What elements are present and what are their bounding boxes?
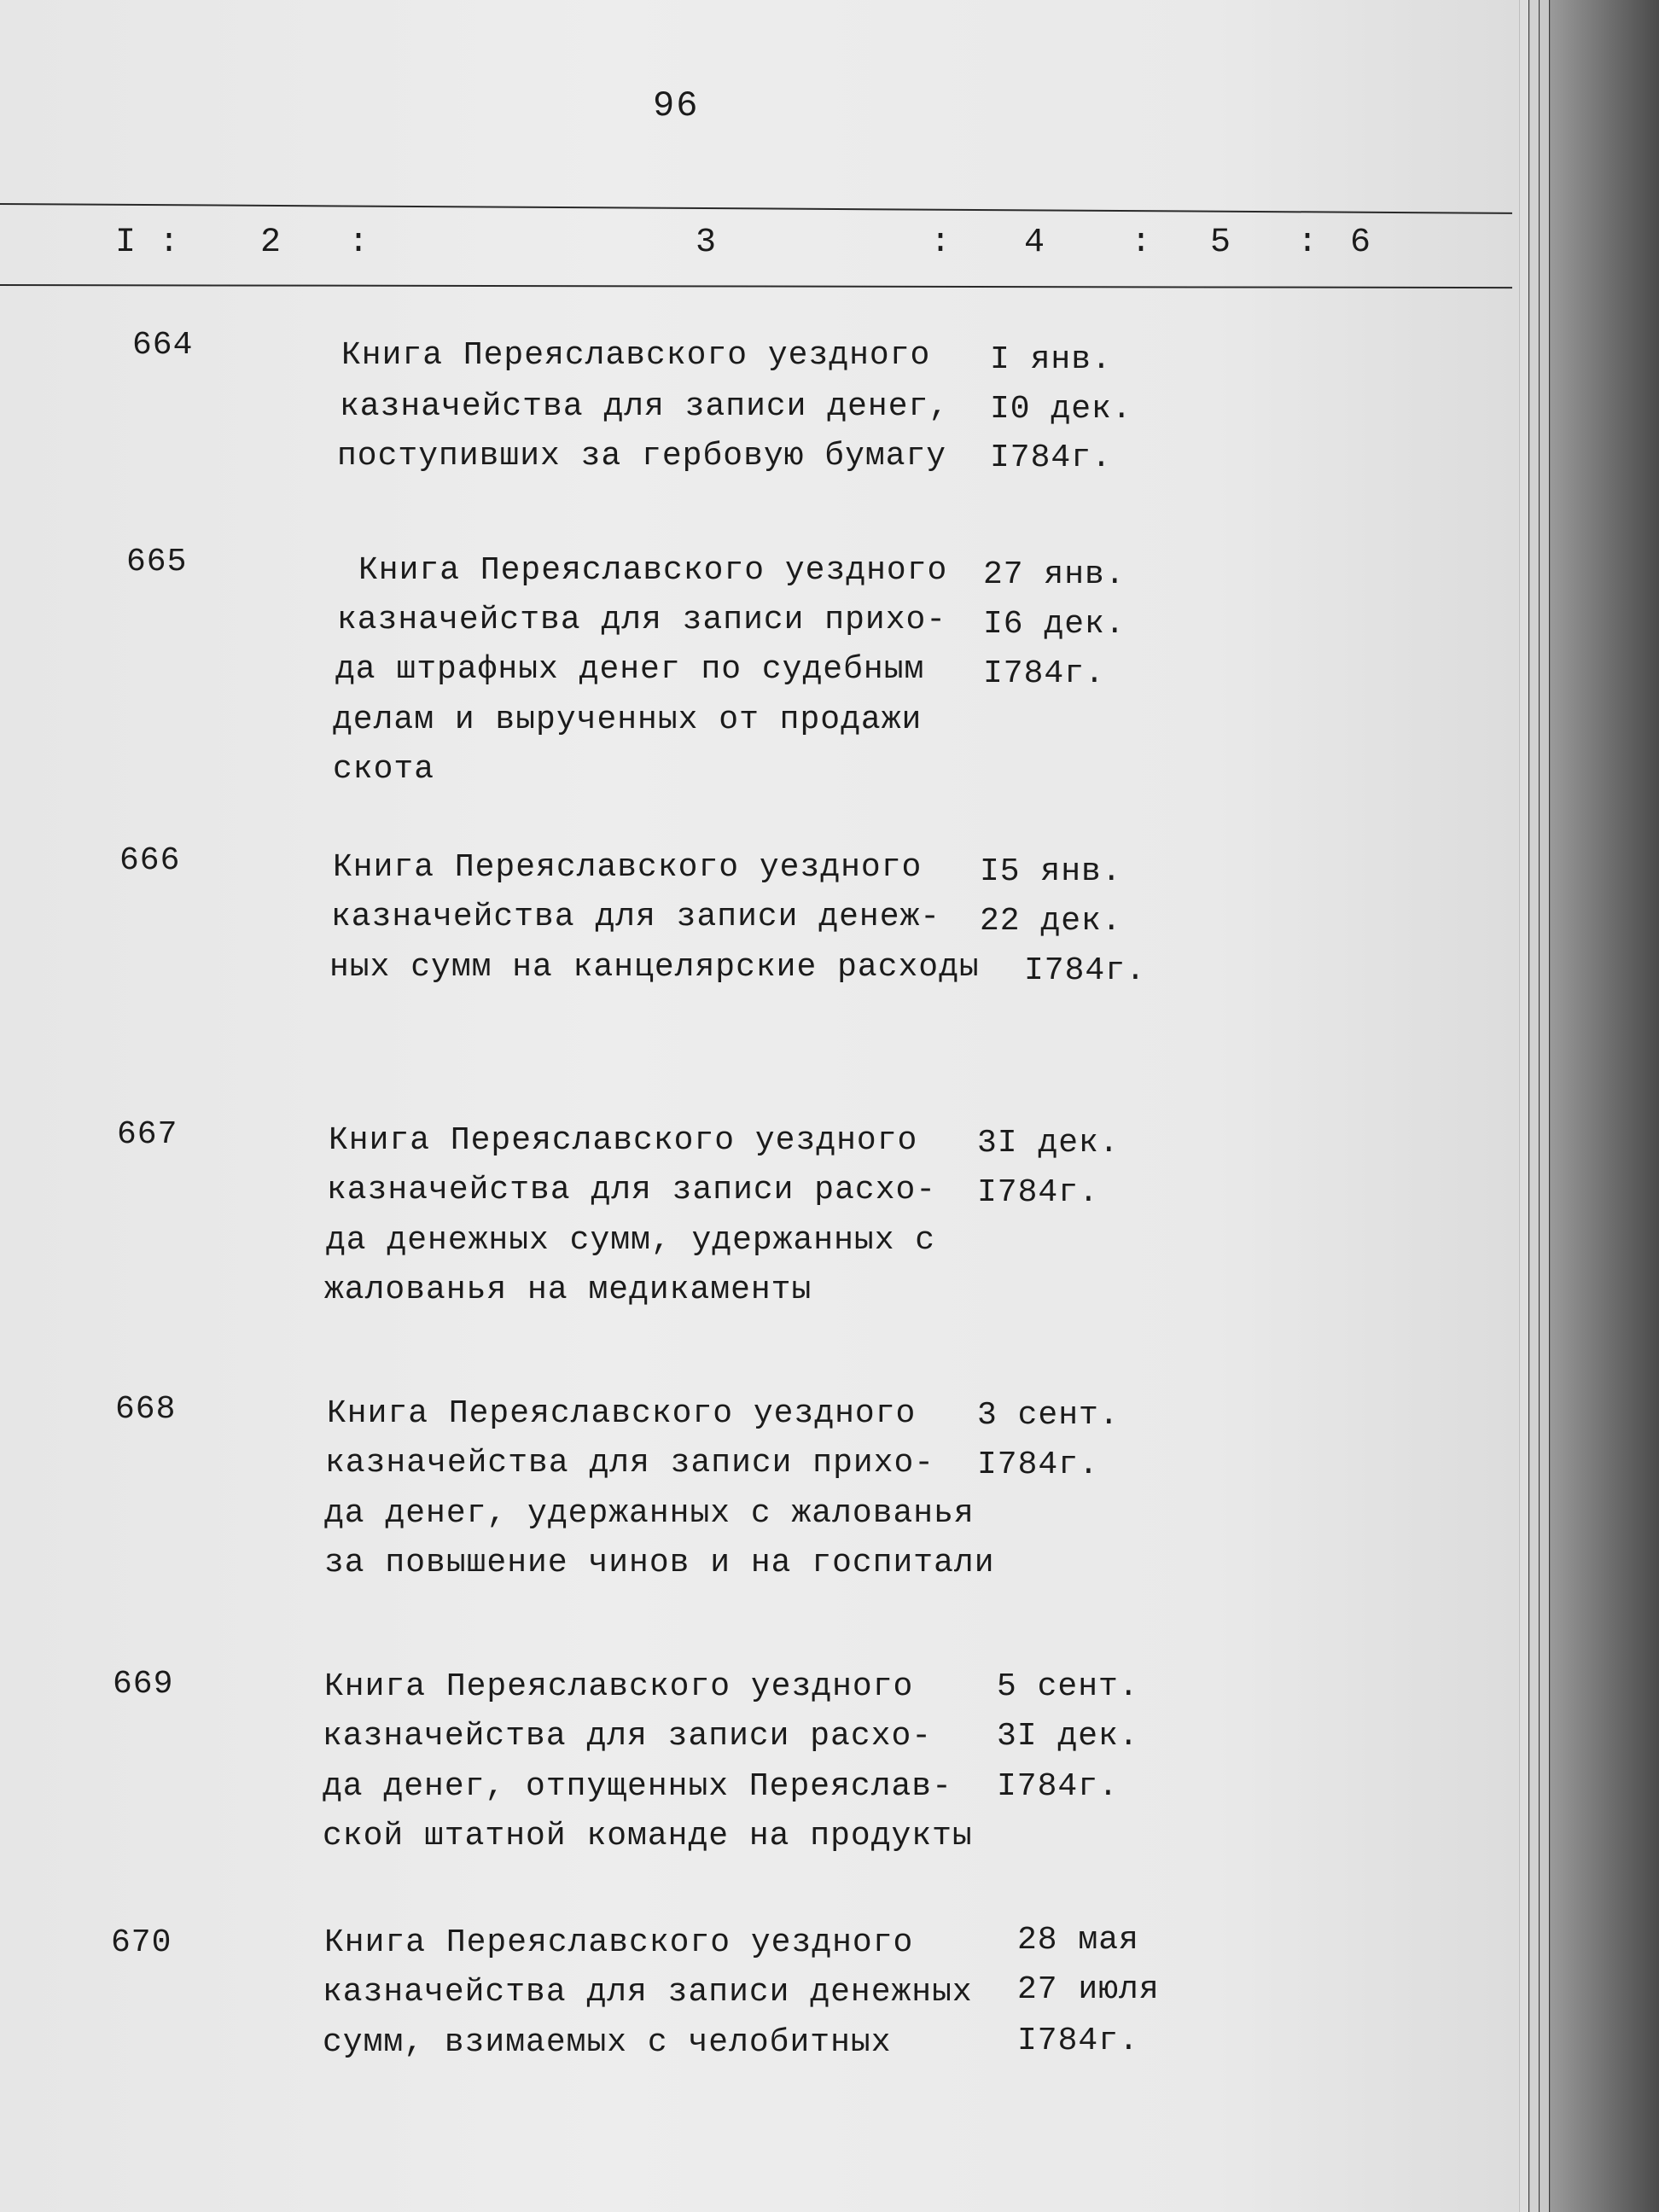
entry-date: I янв.	[990, 341, 1112, 378]
column-separator: :	[1131, 224, 1152, 262]
column-3-label: 3	[696, 224, 717, 262]
entry-number: 669	[113, 1666, 174, 1703]
entry-date: I5 янв.	[980, 853, 1122, 890]
column-separator: :	[159, 224, 180, 262]
entry-date: 28 мая	[1017, 1922, 1139, 1959]
entry-title-line: казначейства для записи расхо-	[323, 1718, 933, 1755]
entry-title-line: казначейства для записи прихо-	[337, 602, 947, 638]
entry-number: 666	[119, 842, 181, 879]
entry-title-line: да штрафных денег по судебным	[335, 651, 925, 688]
page-stack-edge	[1529, 0, 1539, 2212]
entry-date: 3 сент.	[977, 1397, 1120, 1434]
page-stack-edge	[1550, 0, 1659, 2212]
entry-title-line: казначейства для записи денеж-	[331, 899, 941, 935]
entry-title-line: Книга Переяславского уездного	[329, 1122, 918, 1159]
entry-number: 664	[132, 327, 194, 364]
column-5-label: 5	[1210, 224, 1231, 262]
entry-date: 22 дек.	[980, 903, 1122, 940]
entry-title-line: ных сумм на канцелярские расходы	[329, 949, 980, 986]
header-rule-bottom	[0, 284, 1512, 288]
column-4-label: 4	[1024, 224, 1045, 262]
entry-date: I784г.	[977, 1174, 1099, 1211]
entry-title-line: Книга Переяславского уездного	[324, 1668, 914, 1705]
column-1-label: I	[115, 224, 137, 262]
entry-title-line: казначейства для записи прихо-	[325, 1445, 935, 1481]
entry-title-line: Книга Переяславского уездного	[324, 1924, 914, 1961]
entry-title-line: скота	[333, 751, 435, 788]
entry-date: I0 дек.	[990, 391, 1132, 428]
entry-title-line: казначейства для записи денег,	[340, 388, 950, 425]
entry-title-line: сумм, взимаемых с челобитных	[323, 2024, 892, 2061]
entry-date: I784г.	[997, 1768, 1119, 1805]
entry-date: I784г.	[990, 439, 1112, 476]
entry-date: 27 июля	[1017, 1971, 1160, 2008]
entry-date: I6 дек.	[983, 606, 1126, 643]
entry-date: 3I дек.	[997, 1718, 1139, 1755]
page-stack-edge	[1519, 0, 1528, 2212]
column-6-label: 6	[1350, 224, 1371, 262]
entry-title-line: Книга Переяславского уездного	[358, 552, 948, 589]
entry-title-line: казначейства для записи расхо-	[327, 1172, 937, 1208]
entry-date: I784г.	[1024, 952, 1146, 989]
column-separator: :	[1297, 224, 1318, 262]
entry-number: 665	[126, 544, 188, 580]
entry-title-line: поступивших за гербовую бумагу	[337, 438, 947, 474]
entry-title-line: жалованья на медикаменты	[324, 1272, 812, 1308]
entry-title-line: Книга Переяславского уездного	[333, 849, 923, 886]
header-rule-top	[0, 203, 1512, 214]
entry-number: 667	[117, 1116, 178, 1153]
entry-date: I784г.	[1017, 2023, 1139, 2059]
entry-number: 668	[115, 1391, 177, 1428]
column-separator: :	[930, 224, 952, 262]
entry-date: 5 сент.	[997, 1668, 1139, 1705]
entry-date: 27 янв.	[983, 556, 1126, 593]
entry-date: 3I дек.	[977, 1125, 1120, 1161]
entry-title-line: Книга Переяславского уездного	[341, 337, 931, 374]
entry-title-line: Книга Переяславского уездного	[327, 1395, 917, 1432]
column-2-label: 2	[260, 224, 282, 262]
column-separator: :	[348, 224, 370, 262]
entry-title-line: за повышение чинов и на госпитали	[324, 1545, 995, 1581]
column-header	[0, 224, 1512, 275]
entry-date: I784г.	[977, 1447, 1099, 1483]
entry-title-line: ской штатной команде на продукты	[323, 1818, 973, 1854]
entry-date: I784г.	[983, 655, 1105, 692]
entry-title-line: делам и вырученных от продажи	[333, 701, 923, 738]
entry-title-line: да денежных сумм, удержанных с	[326, 1222, 936, 1259]
page-number: 96	[653, 85, 700, 126]
page-stack-edge	[1540, 0, 1549, 2212]
entry-title-line: да денег, отпущенных Переяслав-	[323, 1768, 952, 1805]
entry-title-line: да денег, удержанных с жалованья	[324, 1495, 975, 1532]
entry-title-line: казначейства для записи денежных	[323, 1974, 973, 2011]
entry-number: 670	[111, 1924, 172, 1961]
